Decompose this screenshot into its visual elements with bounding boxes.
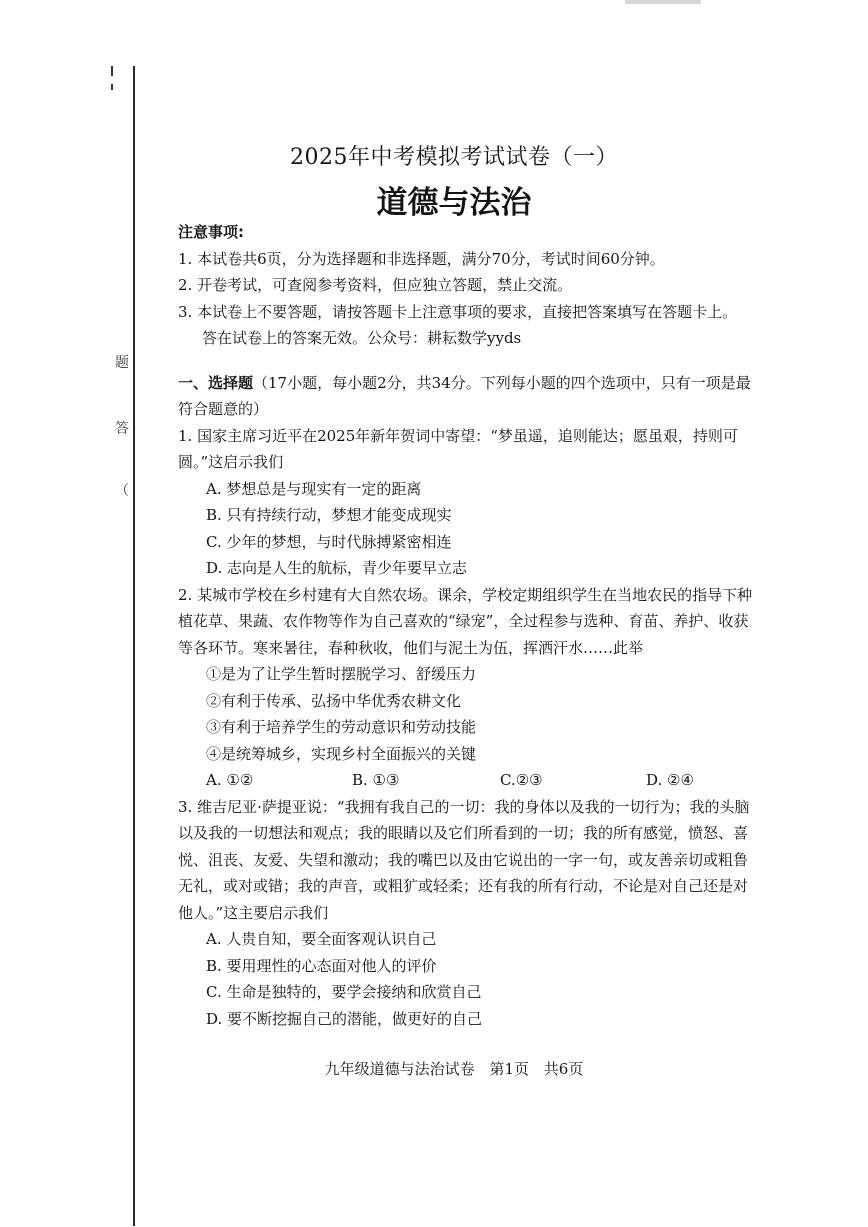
notice-item-2: 2. 开卷考试，可查阅参考资料，但应独立答题，禁止交流。	[178, 276, 573, 294]
binding-tick-top	[111, 66, 113, 76]
section-heading	[178, 370, 758, 423]
question-stem: 1. 国家主席习近平在2025年新年贺词中寄望：“梦虽遥，追则能达；愿虽艰，持则可圆。”这启示我们	[178, 426, 738, 471]
question-3	[178, 794, 758, 1033]
option-a: A. ①②	[206, 771, 254, 789]
notice-heading: 注意事项:	[178, 223, 244, 241]
footer-page: 第1页	[489, 1060, 529, 1078]
option-c: C. 少年的梦想，与时代脉搏紧密相连	[206, 532, 452, 551]
section-desc: （17小题，每小题2分，共34分。下列每小题的四个选项中，只有一项是最符合题意的）	[178, 373, 751, 418]
scan-smudge	[625, 0, 701, 4]
statement-4: ④是统筹城乡，实现乡村全面振兴的关键	[206, 744, 477, 763]
option-c: C.②③	[500, 771, 543, 789]
binding-line	[133, 66, 135, 1226]
question-stem: 2. 某城市学校在乡村建有大自然农场。课余，学校定期组织学生在当地农民的指导下种植花草、果蔬、农作物等作为自己喜欢的“绿宠”，全过程参与选种、育苗、养护、收获等各环节。寒来暑往，春种秋收，他们与泥土为伍，挥洒汗水……此举	[178, 585, 753, 657]
statement-1: ①是为了让学生暂时摆脱学习、舒缓压力	[206, 665, 477, 683]
exam-content	[178, 219, 758, 1032]
option-d: D. 要不断挖掘自己的潜能，做更好的自己	[206, 1009, 483, 1028]
option-b: B. ①③	[352, 771, 400, 789]
subject-title: 道德与法治	[376, 185, 532, 221]
margin-char-paren: （	[115, 483, 129, 499]
notice-item-1: 1. 本试卷共6页，分为选择题和非选择题，满分70分，考试时间60分钟。	[178, 249, 665, 268]
statement-2: ②有利于传承、弘扬中华优秀农耕文化	[206, 691, 462, 710]
question-1	[178, 423, 758, 582]
option-b: B. 要用理性的心态面对他人的评价	[206, 956, 437, 975]
margin-char-da: 答	[115, 421, 129, 437]
option-a: A. 梦想总是与现实有一定的距离	[206, 479, 422, 498]
exam-title: 2025年中考模拟考试试卷（一）	[290, 145, 618, 170]
question-2	[178, 582, 758, 794]
notice-item-3-cont: 答在试卷上的答案无效。公众号：耕耘数学yyds	[202, 329, 522, 347]
section-title: 一、选择题	[178, 373, 254, 392]
margin-char-ti: 题	[115, 355, 129, 371]
binding-tick-second	[111, 84, 113, 90]
option-d: D. 志向是人生的航标，青少年要早立志	[206, 559, 468, 577]
option-row	[178, 767, 758, 794]
option-c: C. 生命是独特的，要学会接纳和欣赏自己	[206, 983, 482, 1001]
footer-course: 九年级道德与法治试卷	[324, 1060, 475, 1078]
notice-item-3: 3. 本试卷上不要答题，请按答题卡上注意事项的要求，直接把答案填写在答题卡上。	[178, 302, 738, 321]
option-d: D. ②④	[646, 771, 694, 789]
question-stem: 3. 维吉尼亚·萨提亚说：“我拥有我自己的一切：我的身体以及我的一切行为；我的头脑以及我的一切想法和观点；我的眼睛以及它们所看到的一切；我的所有感觉，愤怒、喜悦、沮丧、友爱、失望和激动；我的嘴巴以及由它说出的一字一句，或友善亲切或粗鲁无礼，或对或错；我的声音，或粗犷或轻柔；还有我的所有行动，不论是对自己还是对他人。”这主要启示我们	[178, 797, 750, 922]
option-a: A. 人贵自知，要全面客观认识自己	[206, 930, 437, 948]
statement-3: ③有利于培养学生的劳动意识和劳动技能	[206, 718, 477, 736]
option-b: B. 只有持续行动，梦想才能变成现实	[206, 506, 452, 524]
footer-total: 共6页	[543, 1060, 584, 1078]
page-footer	[0, 1058, 868, 1079]
